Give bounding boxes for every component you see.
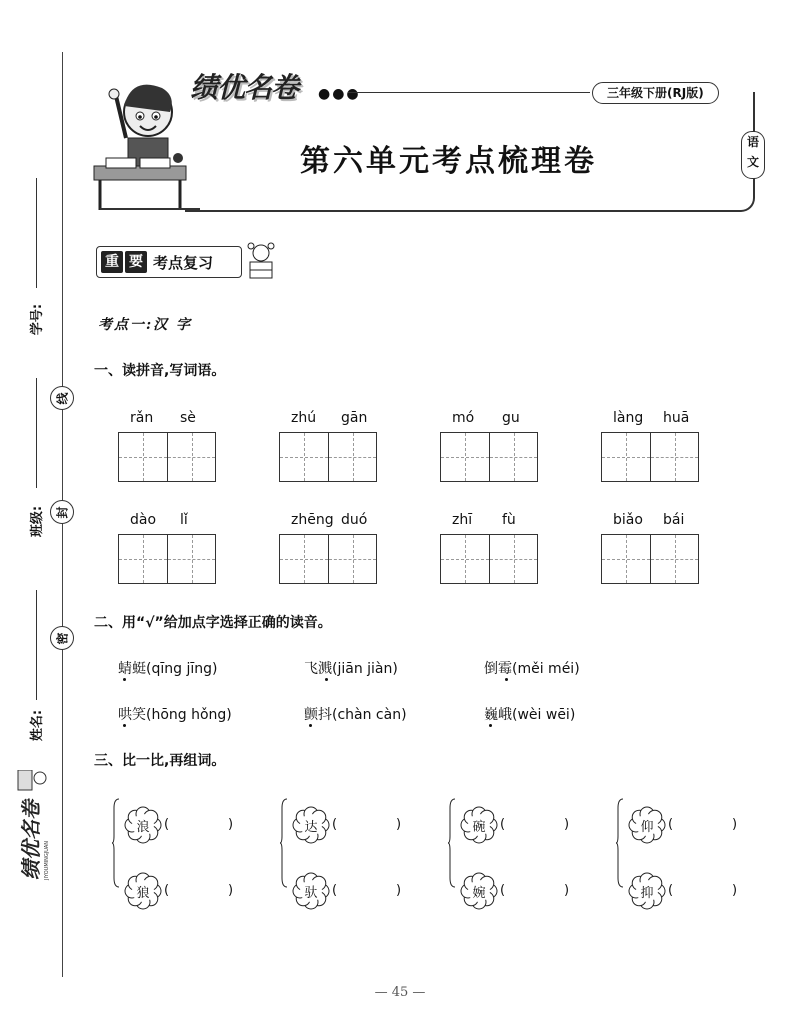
q2-item[interactable]: 颤抖(chàn càn) <box>304 707 407 723</box>
student-no-label: 学号: <box>30 303 46 336</box>
pinyin-syllable: duó <box>341 512 368 528</box>
writing-grid[interactable] <box>440 432 538 482</box>
compare-character: 婉 <box>472 885 486 901</box>
question-3-title: 三、比一比,再组词。 <box>94 753 226 769</box>
class-line <box>36 378 37 488</box>
pinyin-syllable: rǎn <box>130 410 154 426</box>
compare-character: 狼 <box>136 885 150 901</box>
emphasis-dot <box>505 678 508 681</box>
answer-paren-close[interactable]: ) <box>564 817 570 832</box>
pinyin-syllable: zhú <box>291 410 317 426</box>
writing-cell[interactable] <box>167 535 215 583</box>
side-logo-text: 绩优名卷 <box>19 800 43 880</box>
pinyin-syllable: huā <box>663 410 690 426</box>
name-label: 姓名: <box>30 709 46 742</box>
banner-tag-2: 要 <box>125 251 147 273</box>
writing-cell[interactable] <box>650 535 698 583</box>
writing-grid[interactable] <box>279 534 377 584</box>
writing-cell[interactable] <box>280 433 328 481</box>
header-dots: ●●● <box>318 86 361 102</box>
writing-grid[interactable] <box>279 432 377 482</box>
writing-cell[interactable] <box>328 535 376 583</box>
answer-paren-close[interactable]: ) <box>396 883 402 898</box>
brace-icon <box>280 798 288 888</box>
topic-heading: 考点一:汉 字 <box>98 317 193 333</box>
answer-paren-open[interactable]: ( <box>332 817 338 832</box>
writing-grid[interactable] <box>601 432 699 482</box>
pinyin-syllable: zhī <box>452 512 473 528</box>
answer-paren-open[interactable]: ( <box>668 817 674 832</box>
answer-paren-close[interactable]: ) <box>564 883 570 898</box>
compare-character: 抑 <box>640 885 654 901</box>
writing-cell[interactable] <box>119 535 167 583</box>
answer-paren-close[interactable]: ) <box>396 817 402 832</box>
pinyin-syllable: mó <box>452 410 475 426</box>
subject-badge <box>741 131 765 179</box>
pinyin-syllable: gu <box>502 410 520 426</box>
writing-grid[interactable] <box>118 432 216 482</box>
compare-character: 浪 <box>136 819 150 835</box>
flower-char <box>628 806 666 844</box>
student-no-line <box>36 178 37 288</box>
pinyin-syllable: biǎo <box>613 512 643 528</box>
emphasis-dot <box>309 724 312 727</box>
brand-logo: 绩优名卷 <box>190 71 299 104</box>
writing-cell[interactable] <box>489 433 537 481</box>
writing-cell[interactable] <box>441 535 489 583</box>
writing-grid[interactable] <box>440 534 538 584</box>
seal-line: 线 <box>50 386 74 410</box>
pinyin-syllable: lǐ <box>180 512 188 528</box>
emphasis-dot <box>489 724 492 727</box>
flower-char <box>124 872 162 910</box>
compare-character: 仰 <box>640 819 654 835</box>
answer-paren-open[interactable]: ( <box>164 817 170 832</box>
seal-mi: 密 <box>50 626 74 650</box>
brace-icon <box>616 798 624 888</box>
brace-icon <box>448 798 456 888</box>
writing-cell[interactable] <box>280 535 328 583</box>
header-frame-left <box>100 208 200 210</box>
writing-cell[interactable] <box>489 535 537 583</box>
answer-paren-open[interactable]: ( <box>332 883 338 898</box>
flower-char <box>460 872 498 910</box>
section-banner <box>96 246 242 278</box>
compare-character: 达 <box>304 819 318 835</box>
compare-character: 驮 <box>304 885 318 901</box>
pinyin-syllable: zhēng <box>291 512 334 528</box>
q2-item[interactable]: 巍峨(wèi wēi) <box>484 707 576 723</box>
writing-cell[interactable] <box>328 433 376 481</box>
writing-cell[interactable] <box>650 433 698 481</box>
writing-grid[interactable] <box>118 534 216 584</box>
banner-tag-1: 重 <box>101 251 123 273</box>
side-logo-pinyin: JIYOUMINGJUAN <box>44 840 50 880</box>
class-label: 班级: <box>30 505 46 538</box>
page-number: — 45 — <box>374 985 426 1000</box>
question-2-title: 二、用“√”给加点字选择正确的读音。 <box>94 615 332 631</box>
emphasis-dot <box>325 678 328 681</box>
flower-char <box>292 872 330 910</box>
side-logo <box>12 770 52 890</box>
pinyin-syllable: làng <box>613 410 644 426</box>
answer-paren-open[interactable]: ( <box>668 883 674 898</box>
writing-cell[interactable] <box>441 433 489 481</box>
answer-paren-close[interactable]: ) <box>732 883 738 898</box>
writing-grid[interactable] <box>601 534 699 584</box>
banner-label: 考点复习 <box>153 253 214 272</box>
kid-at-desk-illustration <box>92 66 188 212</box>
compare-character: 碗 <box>472 819 486 835</box>
q2-item[interactable]: 倒霉(měi méi) <box>484 661 580 677</box>
answer-paren-open[interactable]: ( <box>500 883 506 898</box>
writing-cell[interactable] <box>119 433 167 481</box>
writing-cell[interactable] <box>167 433 215 481</box>
page-title: 第六单元考点梳理卷 <box>300 144 597 179</box>
name-line <box>36 590 37 700</box>
seal-feng: 封 <box>50 500 74 524</box>
question-1-title: 一、读拼音,写词语。 <box>94 363 226 379</box>
q2-item[interactable]: 蜻蜓(qīng jīng) <box>118 661 218 677</box>
flower-char <box>628 872 666 910</box>
pinyin-syllable: bái <box>663 512 685 528</box>
answer-paren-open[interactable]: ( <box>500 817 506 832</box>
grade-badge: 三年级下册(RJ版) <box>592 82 719 104</box>
answer-paren-close[interactable]: ) <box>228 817 234 832</box>
writing-cell[interactable] <box>602 535 650 583</box>
subject-char-1: 语 <box>746 135 759 149</box>
flower-char <box>292 806 330 844</box>
girl-icon <box>244 240 278 280</box>
q2-item[interactable]: 哄笑(hōng hǒng) <box>118 707 232 723</box>
emphasis-dot <box>123 724 126 727</box>
pinyin-syllable: dào <box>130 512 157 528</box>
flower-char <box>460 806 498 844</box>
q2-item[interactable]: 飞溅(jiān jiàn) <box>304 661 398 677</box>
pinyin-syllable: sè <box>180 410 196 426</box>
answer-paren-open[interactable]: ( <box>164 883 170 898</box>
subject-char-2: 文 <box>746 155 759 169</box>
pinyin-syllable: fù <box>502 512 516 528</box>
answer-paren-close[interactable]: ) <box>732 817 738 832</box>
emphasis-dot <box>123 678 126 681</box>
pinyin-syllable: gān <box>341 410 368 426</box>
writing-cell[interactable] <box>602 433 650 481</box>
flower-char <box>124 806 162 844</box>
brace-icon <box>112 798 120 888</box>
answer-paren-close[interactable]: ) <box>228 883 234 898</box>
